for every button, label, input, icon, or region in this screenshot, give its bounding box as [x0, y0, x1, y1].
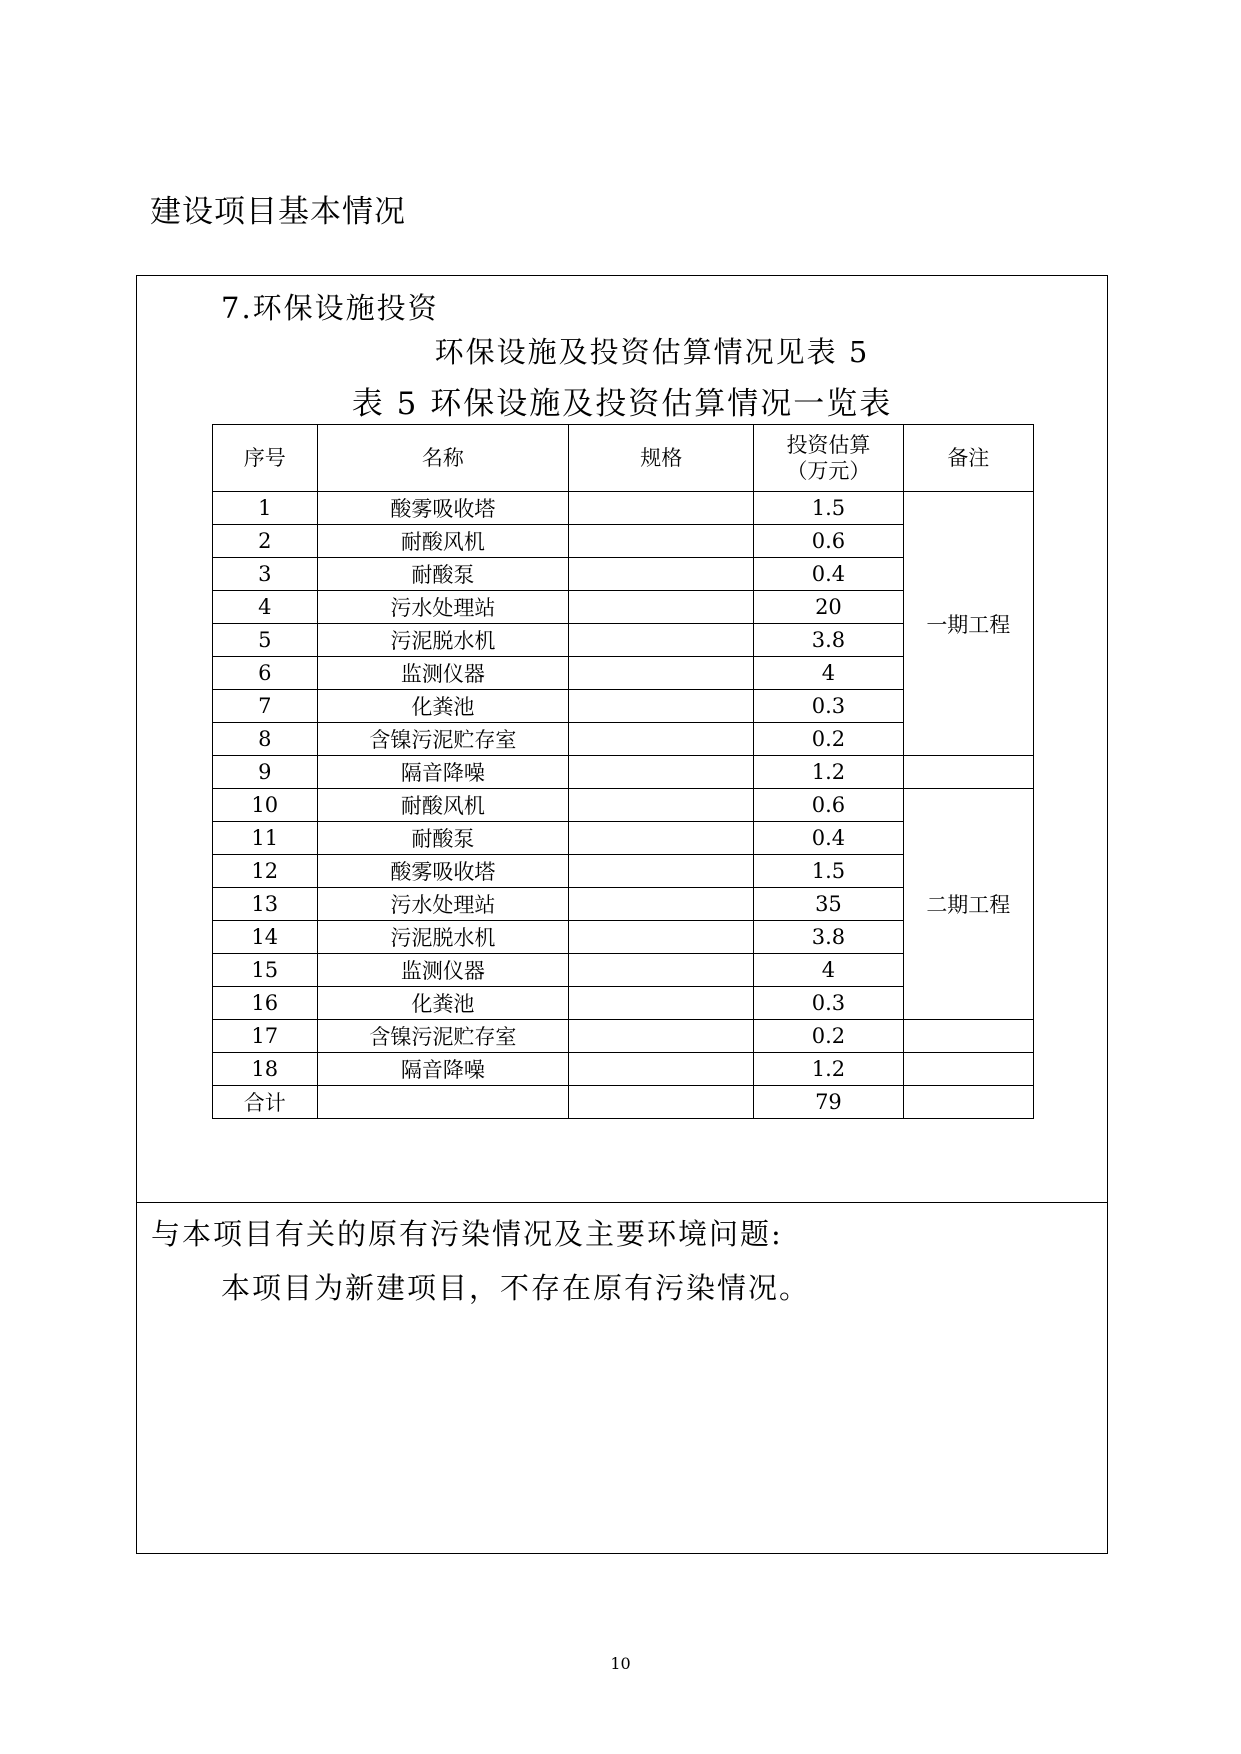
table-row	[213, 492, 1034, 525]
cell-remark	[903, 1020, 1033, 1053]
cell-no: 8	[213, 723, 318, 756]
cell-remark	[903, 1053, 1033, 1086]
cell-name: 隔音降噪	[317, 756, 569, 789]
table-row	[213, 1020, 1034, 1053]
cell-spec	[569, 723, 754, 756]
cell-name: 污水处理站	[317, 888, 569, 921]
cell-no: 15	[213, 954, 318, 987]
cell-no: 3	[213, 558, 318, 591]
table-row	[213, 789, 1034, 822]
cell-cost: 4	[754, 657, 903, 690]
page-number: 10	[610, 1654, 631, 1673]
table-total-row	[213, 1086, 1034, 1119]
cell-spec	[569, 624, 754, 657]
section-title: 7.环保设施投资	[221, 291, 439, 325]
cell-spec	[569, 1020, 754, 1053]
cell-cost: 1.2	[754, 1053, 903, 1086]
cell-cost: 1.5	[754, 855, 903, 888]
cell-name: 耐酸泵	[317, 822, 569, 855]
cell-name: 含镍污泥贮存室	[317, 723, 569, 756]
header-cost-unit: （万元）	[786, 459, 871, 483]
cell-no: 2	[213, 525, 318, 558]
cell-no: 12	[213, 855, 318, 888]
cell-no: 10	[213, 789, 318, 822]
cell-no: 16	[213, 987, 318, 1020]
cell-spec	[569, 558, 754, 591]
form-box	[136, 275, 1108, 1554]
cell-no: 5	[213, 624, 318, 657]
cell-no: 14	[213, 921, 318, 954]
total-label: 合计	[213, 1086, 318, 1119]
cell-cost: 0.4	[754, 822, 903, 855]
cell-spec	[569, 921, 754, 954]
cell-spec	[569, 954, 754, 987]
cell-cost: 3.8	[754, 921, 903, 954]
page-heading: 建设项目基本情况	[150, 194, 406, 230]
header-spec: 规格	[569, 425, 754, 492]
cell-spec	[569, 657, 754, 690]
cell-cost: 4	[754, 954, 903, 987]
cell-spec	[569, 525, 754, 558]
header-cost-line1: 投资估算	[786, 433, 871, 457]
cell-name: 化粪池	[317, 690, 569, 723]
cell-name: 污水处理站	[317, 591, 569, 624]
cell-cost: 1.5	[754, 492, 903, 525]
cell-spec	[569, 987, 754, 1020]
table-caption: 表 5 环保设施及投资估算情况一览表	[351, 386, 893, 422]
cell-name: 耐酸风机	[317, 525, 569, 558]
cell-cost: 0.2	[754, 723, 903, 756]
cell-cost: 3.8	[754, 624, 903, 657]
header-cost	[754, 425, 903, 492]
section-subtitle: 环保设施及投资估算情况见表 5	[434, 335, 870, 369]
cell-spec	[569, 855, 754, 888]
cell-name: 含镍污泥贮存室	[317, 1020, 569, 1053]
pollution-section-title: 与本项目有关的原有污染情况及主要环境问题:	[151, 1217, 783, 1251]
cell-no: 18	[213, 1053, 318, 1086]
cell-spec	[569, 888, 754, 921]
cell-name: 隔音降噪	[317, 1053, 569, 1086]
cell-no: 17	[213, 1020, 318, 1053]
total-name	[317, 1086, 569, 1119]
total-spec	[569, 1086, 754, 1119]
pollution-section-body: 本项目为新建项目，不存在原有污染情况。	[221, 1271, 811, 1305]
cell-cost: 0.6	[754, 525, 903, 558]
cell-spec	[569, 492, 754, 525]
table-header-row	[213, 425, 1034, 492]
cell-spec	[569, 789, 754, 822]
header-name: 名称	[317, 425, 569, 492]
cell-name: 监测仪器	[317, 954, 569, 987]
cell-cost: 35	[754, 888, 903, 921]
cell-remark	[903, 756, 1033, 789]
cell-name: 监测仪器	[317, 657, 569, 690]
cell-name: 酸雾吸收塔	[317, 855, 569, 888]
table-row	[213, 756, 1034, 789]
cell-no: 13	[213, 888, 318, 921]
cell-cost: 0.3	[754, 987, 903, 1020]
remark-phase1: 一期工程	[903, 492, 1033, 756]
cell-name: 污泥脱水机	[317, 624, 569, 657]
cell-spec	[569, 690, 754, 723]
cell-cost: 1.2	[754, 756, 903, 789]
cell-cost: 0.2	[754, 1020, 903, 1053]
cell-no: 9	[213, 756, 318, 789]
cell-spec	[569, 1053, 754, 1086]
cell-no: 1	[213, 492, 318, 525]
table-row	[213, 1053, 1034, 1086]
cell-cost: 0.6	[754, 789, 903, 822]
cell-spec	[569, 591, 754, 624]
cell-name: 化粪池	[317, 987, 569, 1020]
cell-spec	[569, 756, 754, 789]
investment-table	[212, 424, 1034, 1119]
remark-phase2: 二期工程	[903, 789, 1033, 1020]
header-no: 序号	[213, 425, 318, 492]
cell-no: 6	[213, 657, 318, 690]
cell-no: 7	[213, 690, 318, 723]
total-cost: 79	[754, 1086, 903, 1119]
cell-name: 污泥脱水机	[317, 921, 569, 954]
total-remark	[903, 1086, 1033, 1119]
cell-name: 耐酸泵	[317, 558, 569, 591]
section-divider	[137, 1202, 1107, 1203]
cell-no: 11	[213, 822, 318, 855]
cell-no: 4	[213, 591, 318, 624]
cell-cost: 0.3	[754, 690, 903, 723]
cell-cost: 20	[754, 591, 903, 624]
cell-spec	[569, 822, 754, 855]
header-remark: 备注	[903, 425, 1033, 492]
cell-cost: 0.4	[754, 558, 903, 591]
cell-name: 耐酸风机	[317, 789, 569, 822]
cell-name: 酸雾吸收塔	[317, 492, 569, 525]
